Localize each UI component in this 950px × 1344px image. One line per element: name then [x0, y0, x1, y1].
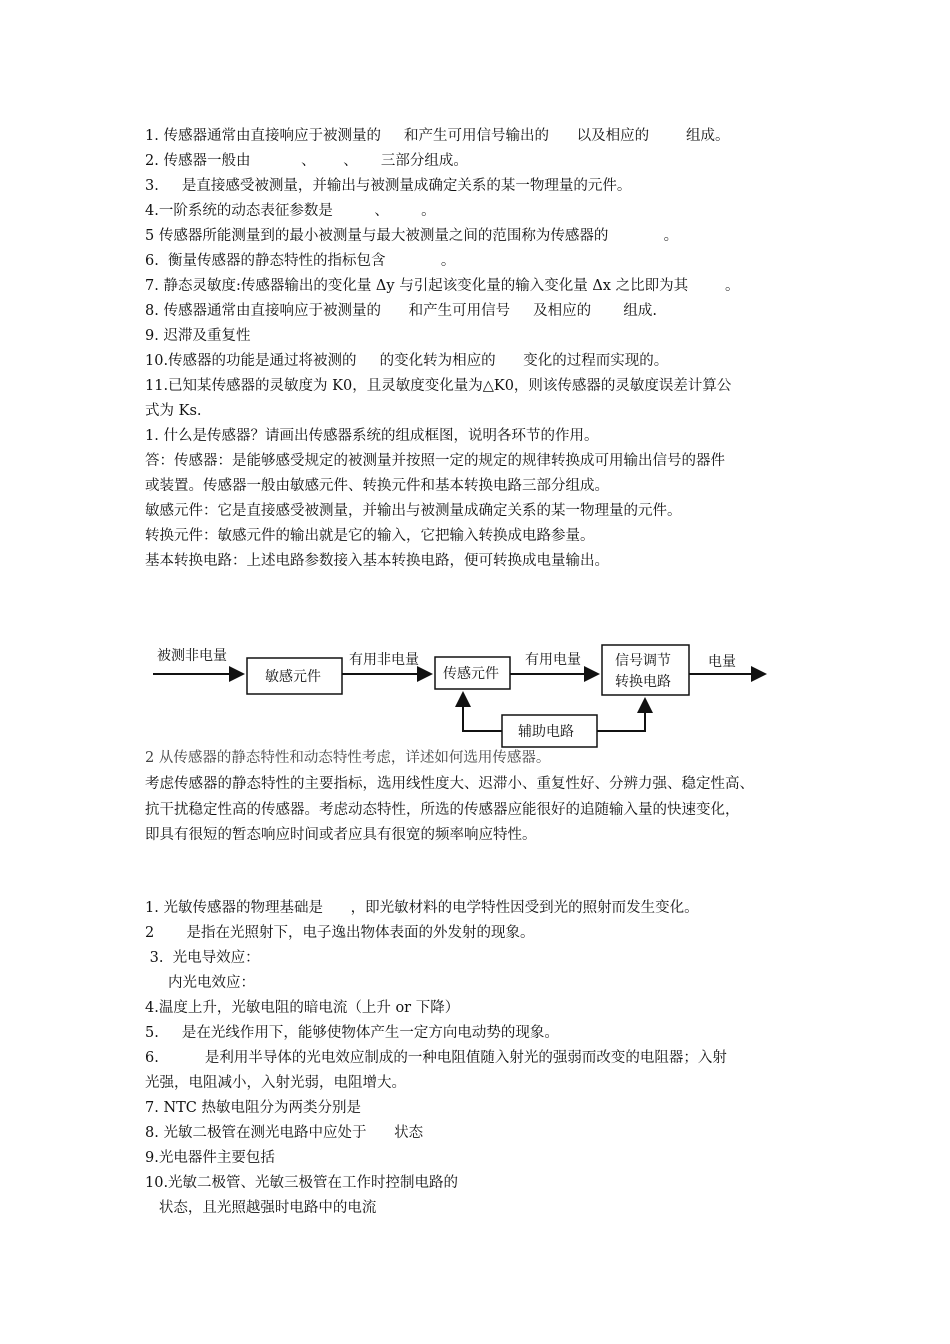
s1-line-9: 9. 迟滞及重复性	[145, 328, 251, 344]
s3-line-5: 4.温度上升，光敏电阻的暗电流（上升 or 下降）	[145, 1000, 460, 1016]
s1-line-15: 或装置。传感器一般由敏感元件、转换元件和基本转换电路三部分组成。	[145, 478, 609, 494]
s1-line-16: 敏感元件：它是直接感受被测量，并输出与被测量成确定关系的某一物理量的元件。	[145, 503, 682, 519]
s1-line-18: 基本转换电路：上述电路参数接入基本转换电路，便可转换成电量输出。	[145, 553, 609, 569]
useful-nonelectric-label: 有用非电量	[349, 652, 419, 668]
s3-line-8: 光强，电阻减小，入射光弱，电阻增大。	[145, 1075, 406, 1091]
s1-line-7: 7. 静态灵敏度:传感器输出的变化量 Δy 与引起该变化量的输入变化量 Δx 之比即为其 。	[145, 278, 740, 294]
s1-line-10: 10.传感器的功能是通过将被测的 的变化转为相应的 变化的过程而实现的。	[145, 353, 669, 369]
signal-conditioning-label-1: 信号调节	[615, 653, 671, 669]
s3-line-3: 3. 光电导效应：	[145, 950, 260, 966]
sensor-block-diagram-svg	[145, 612, 775, 762]
aux-to-signal-line	[597, 699, 645, 731]
s1-line-17: 转换元件：敏感元件的输出就是它的输入，它把输入转换成电路参量。	[145, 528, 595, 544]
sensitive-element-label: 敏感元件	[265, 669, 321, 685]
aux-to-sensor-line	[463, 693, 502, 731]
s1-line-6: 6. 衡量传感器的静态特性的指标包含 。	[145, 253, 456, 269]
s3-line-12: 10.光敏二极管、光敏三极管在工作时控制电路的	[145, 1175, 459, 1191]
s1-line-11: 11.已知某传感器的灵敏度为 K0，且灵敏度变化量为△K0，则该传感器的灵敏度误差计算公	[145, 378, 732, 394]
s2-line-4: 即具有很短的暂态响应时间或者应具有很宽的频率响应特性。	[145, 827, 537, 843]
s2-line-1: 2 从传感器的静态特性和动态特性考虑，详述如何选用传感器。	[145, 750, 551, 766]
output-label: 电量	[708, 654, 736, 670]
useful-electric-label: 有用电量	[525, 652, 581, 668]
s3-line-1: 1. 光敏传感器的物理基础是 ，即光敏材料的电学特性因受到光的照射而发生变化。	[145, 900, 699, 916]
s3-line-4: 内光电效应：	[145, 975, 256, 991]
s1-line-14: 答：传感器：是能够感受规定的被测量并按照一定的规定的规律转换成可用输出信号的器件	[145, 453, 725, 469]
sensor-element-label: 传感元件	[443, 666, 499, 682]
s1-line-13: 1. 什么是传感器？请画出传感器系统的组成框图，说明各环节的作用。	[145, 428, 599, 444]
s3-line-10: 8. 光敏二极管在测光电路中应处于 状态	[145, 1125, 424, 1141]
s3-line-11: 9.光电器件主要包括	[145, 1150, 275, 1166]
s1-line-2: 2. 传感器一般由 、 、 三部分组成。	[145, 153, 468, 169]
sensor-block-diagram	[145, 612, 775, 762]
s1-line-1: 1. 传感器通常由直接响应于被测量的 和产生可用信号输出的 以及相应的 组成。	[145, 128, 730, 144]
signal-conditioning-label-2: 转换电路	[615, 674, 671, 690]
s3-line-9: 7. NTC 热敏电阻分为两类分别是	[145, 1100, 362, 1116]
s3-line-7: 6. 是利用半导体的光电效应制成的一种电阻值随入射光的强弱而改变的电阻器；入射	[145, 1050, 727, 1066]
s1-line-4: 4.一阶系统的动态表征参数是 、 。	[145, 203, 436, 219]
auxiliary-circuit-label: 辅助电路	[518, 724, 574, 740]
s1-line-3: 3. 是直接感受被测量，并输出与被测量成确定关系的某一物理量的元件。	[145, 178, 632, 194]
s3-line-13: 状态，且光照越强时电路中的电流	[145, 1200, 377, 1216]
s1-line-12: 式为 Ks.	[145, 403, 202, 419]
input-label: 被测非电量	[157, 648, 227, 664]
s1-line-8: 8. 传感器通常由直接响应于被测量的 和产生可用信号 及相应的 组成.	[145, 303, 658, 319]
s2-line-2: 考虑传感器的静态特性的主要指标，选用线性度大、迟滞小、重复性好、分辨力强、稳定性高、	[145, 776, 754, 792]
s3-line-2: 2 是指在光照射下，电子逸出物体表面的外发射的现象。	[145, 925, 535, 941]
s2-line-3: 抗干扰稳定性高的传感器。考虑动态特性，所选的传感器应能很好的追随输入量的快速变化，	[145, 802, 740, 818]
s3-line-6: 5. 是在光线作用下，能够使物体产生一定方向电动势的现象。	[145, 1025, 559, 1041]
s1-line-5: 5 传感器所能测量到的最小被测量与最大被测量之间的范围称为传感器的 。	[145, 228, 679, 244]
